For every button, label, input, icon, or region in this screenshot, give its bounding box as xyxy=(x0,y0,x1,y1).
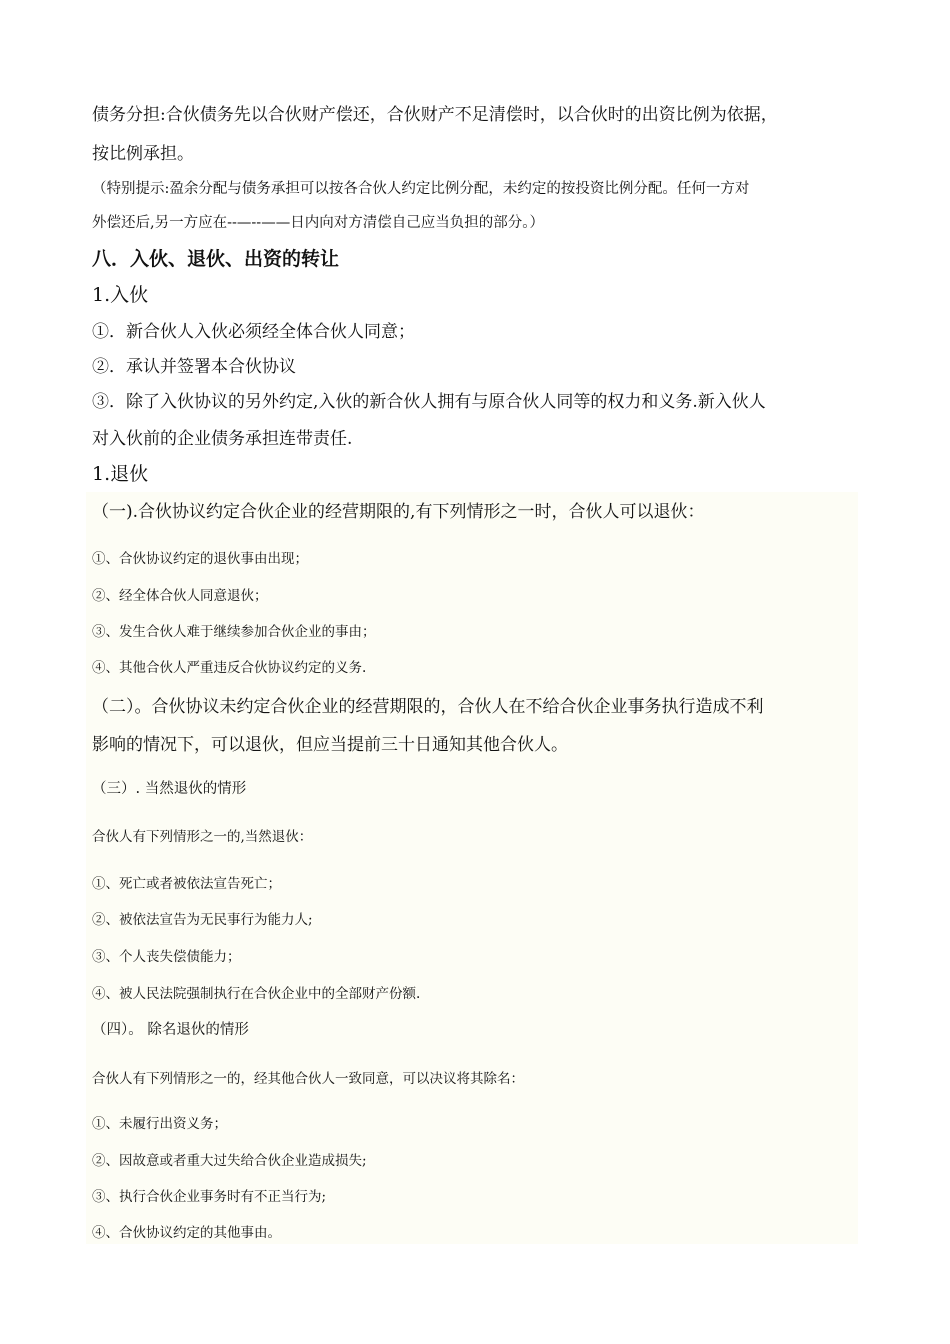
join-item-2: ②．承认并签署本合伙协议 xyxy=(92,357,296,377)
join-heading: 1.入伙 xyxy=(92,284,149,306)
case4-intro: 合伙人有下列情形之一的，经其他合伙人一致同意，可以决议将其除名： xyxy=(92,1071,524,1087)
case1-item-1: ①、合伙协议约定的退伙事由出现； xyxy=(92,551,308,567)
case1-item-2: ②、经全体合伙人同意退伙； xyxy=(92,588,268,604)
section-title: 八．入伙、退伙、出资的转让 xyxy=(92,248,340,270)
case4-item-2: ②、因故意或者重大过失给合伙企业造成损失; xyxy=(92,1153,367,1169)
debt-line-1: 债务分担:合伙债务先以合伙财产偿还，合伙财产不足清偿时，以合伙时的出资比例为依据， xyxy=(92,105,778,125)
case1-title: （一).合伙协议约定合伙企业的经营期限的,有下列情形之一时，合伙人可以退伙： xyxy=(92,502,705,522)
notice-line-1: （特别提示:盈余分配与债务承担可以按各合伙人约定比例分配，未约定的按投资比例分配。任何一方对 xyxy=(92,181,750,197)
case3-item-3: ③、个人丧失偿债能力； xyxy=(92,949,241,965)
join-item-3-line-1: ③．除了入伙协议的另外约定,入伙的新合伙人拥有与原合伙人同等的权力和义务.新入伙人 xyxy=(92,392,766,412)
case4-title: （四）。 除名退伙的情形 xyxy=(92,1022,249,1038)
join-item-1: ①．新合伙人入伙必须经全体合伙人同意； xyxy=(92,322,415,342)
case3-item-1: ①、死亡或者被依法宣告死亡； xyxy=(92,876,281,892)
case1-item-3: ③、发生合伙人难于继续参加合伙企业的事由； xyxy=(92,624,376,640)
notice-line-2: 外偿还后,另一方应在--—--——日内向对方清偿自己应当负担的部分。） xyxy=(92,215,544,231)
case2-line-1: （二）。合伙协议未约定合伙企业的经营期限的，合伙人在不给合伙企业事务执行造成不利 xyxy=(92,697,764,717)
case4-item-3: ③、执行合伙企业事务时有不正当行为; xyxy=(92,1189,327,1205)
case3-item-4: ④、被人民法院强制执行在合伙企业中的全部财产份额. xyxy=(92,986,421,1002)
case4-item-4: ④、合伙协议约定的其他事由。 xyxy=(92,1225,281,1241)
case1-item-4: ④、其他合伙人严重违反合伙协议约定的义务. xyxy=(92,660,367,676)
join-item-3-line-2: 对入伙前的企业债务承担连带责任. xyxy=(92,429,353,449)
withdraw-heading: 1.退伙 xyxy=(92,463,149,485)
case4-item-1: ①、未履行出资义务； xyxy=(92,1116,227,1132)
case3-title: （三）. 当然退伙的情形 xyxy=(92,781,247,797)
case3-item-2: ②、被依法宣告为无民事行为能力人; xyxy=(92,912,313,928)
case3-intro: 合伙人有下列情形之一的,当然退伙： xyxy=(92,829,313,845)
debt-line-2: 按比例承担。 xyxy=(92,144,194,164)
case2-line-2: 影响的情况下，可以退伙，但应当提前三十日通知其他合伙人。 xyxy=(92,735,568,755)
